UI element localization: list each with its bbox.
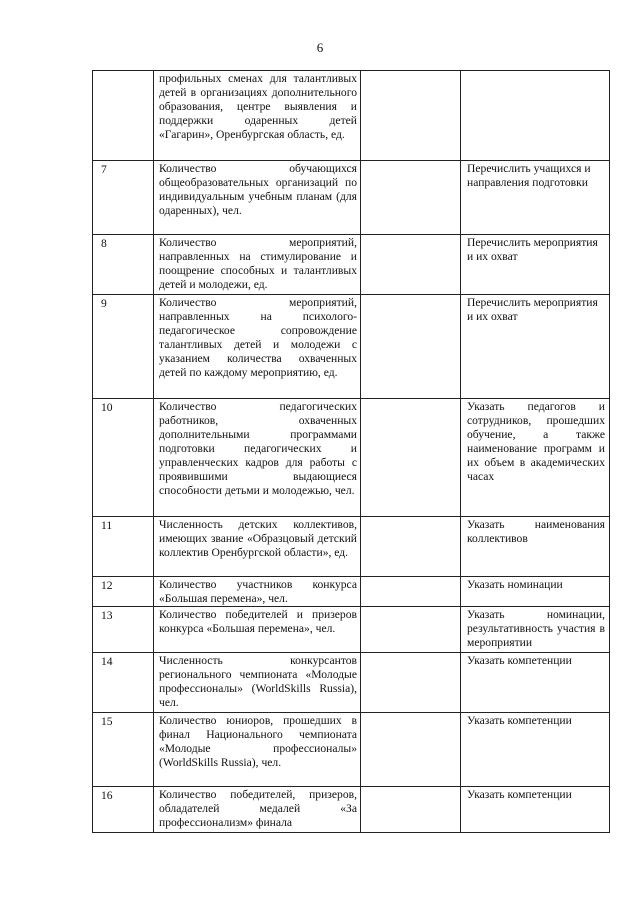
- empty-cell: [361, 607, 461, 653]
- row-number: 12: [93, 577, 154, 607]
- row-number: 11: [93, 517, 154, 577]
- empty-cell: [361, 399, 461, 517]
- table-row: [93, 71, 610, 161]
- note-text: Указать номинации: [467, 578, 563, 591]
- note-cell: [461, 713, 610, 787]
- row-number: 9: [93, 295, 154, 399]
- note-cell: [461, 295, 610, 399]
- table-row: [93, 607, 610, 653]
- indicator-cell: [154, 713, 361, 787]
- indicators-table: [92, 70, 610, 833]
- indicator-text: Количество участников конкурса «Большая перемена», чел.: [159, 578, 357, 605]
- row-number: 10: [93, 399, 154, 517]
- table-row: [93, 577, 610, 607]
- note-cell: [461, 71, 610, 161]
- empty-cell: [361, 713, 461, 787]
- indicator-cell: [154, 161, 361, 235]
- page-number: 6: [316, 40, 324, 55]
- row-number: 13: [93, 607, 154, 653]
- indicator-text: Численность конкурсантов регионального чемпионата «Молодые профессионалы» (WorldSkills Russia), чел.: [159, 654, 357, 709]
- row-number: 15: [93, 713, 154, 787]
- note-text: Перечислить мероприятия и их охват: [467, 296, 598, 323]
- empty-cell: [361, 787, 461, 833]
- note-text: Указать компетенции: [467, 788, 572, 801]
- empty-cell: [361, 235, 461, 295]
- row-number: 14: [93, 653, 154, 713]
- indicator-cell: [154, 399, 361, 517]
- note-text: [461, 71, 609, 72]
- note-cell: [461, 161, 610, 235]
- row-number: 7: [93, 161, 154, 235]
- note-text: Перечислить учащихся и направления подготовки: [467, 162, 591, 189]
- note-text: Указать компетенции: [467, 714, 572, 727]
- note-text: Указать педагогов и сотрудников, прошедших обучение, а также наименование программ и их объем в академических часах: [467, 400, 605, 483]
- empty-cell: [361, 295, 461, 399]
- row-number: 8: [93, 235, 154, 295]
- note-cell: [461, 607, 610, 653]
- indicator-cell: [154, 235, 361, 295]
- indicator-cell: [154, 295, 361, 399]
- indicator-text: Количество победителей, призеров, обладателей медалей «За профессионализм» финала: [159, 788, 357, 829]
- note-text: Указать номинации, результативность участия в мероприятии: [467, 608, 605, 649]
- row-number: 16: [93, 787, 154, 833]
- indicator-text: Количество юниоров, прошедших в финал Национального чемпионата «Молодые профессионалы» (WorldSkills Russia), чел.: [159, 714, 357, 769]
- indicator-text: Численность детских коллективов, имеющих звание «Образцовый детский коллектив Оренбургской области», ед.: [159, 518, 357, 559]
- indicator-cell: [154, 607, 361, 653]
- indicator-text: профильных сменах для талантливых детей в организациях дополнительного образования, центре выявления и поддержки одаренных детей «Гагарин», Оренбургская область, ед.: [159, 72, 357, 141]
- table-row: [93, 713, 610, 787]
- table-row: [93, 399, 610, 517]
- indicator-cell: [154, 71, 361, 161]
- indicator-cell: [154, 787, 361, 833]
- table-row: [93, 653, 610, 713]
- indicator-cell: [154, 517, 361, 577]
- table-row: [93, 787, 610, 833]
- note-cell: [461, 399, 610, 517]
- note-cell: [461, 653, 610, 713]
- row-number: [93, 71, 154, 161]
- note-cell: [461, 787, 610, 833]
- note-text: Перечислить мероприятия и их охват: [467, 236, 598, 263]
- empty-cell: [361, 517, 461, 577]
- note-text: Указать наименования коллективов: [467, 518, 605, 545]
- note-cell: [461, 235, 610, 295]
- indicator-text: Количество мероприятий, направленных на стимулирование и поощрение способных и талантливых детей и молодежи, ед.: [159, 236, 357, 291]
- indicator-text: Количество мероприятий, направленных на психолого-педагогическое сопровождение талантливых детей и молодежи с указанием количества охваченных детей по каждому мероприятию, ед.: [159, 296, 357, 379]
- table-row: [93, 517, 610, 577]
- table-row: [93, 295, 610, 399]
- indicator-text: Количество обучающихся общеобразовательных организаций по индивидуальным учебным планам (для одаренных), чел.: [159, 162, 357, 217]
- note-cell: [461, 517, 610, 577]
- indicator-text: Количество победителей и призеров конкурса «Большая перемена», чел.: [159, 608, 357, 635]
- indicator-text: Количество педагогических работников, охваченных дополнительными программами подготовки педагогических и управленческих кадров для работы с проявившими выдающиеся способности детьми и молодежью, чел.: [159, 400, 357, 497]
- indicator-cell: [154, 577, 361, 607]
- table-row: [93, 161, 610, 235]
- empty-cell: [361, 71, 461, 161]
- empty-cell: [361, 653, 461, 713]
- indicator-cell: [154, 653, 361, 713]
- empty-cell: [361, 577, 461, 607]
- note-text: Указать компетенции: [467, 654, 572, 667]
- table-row: [93, 235, 610, 295]
- empty-cell: [361, 161, 461, 235]
- note-cell: [461, 577, 610, 607]
